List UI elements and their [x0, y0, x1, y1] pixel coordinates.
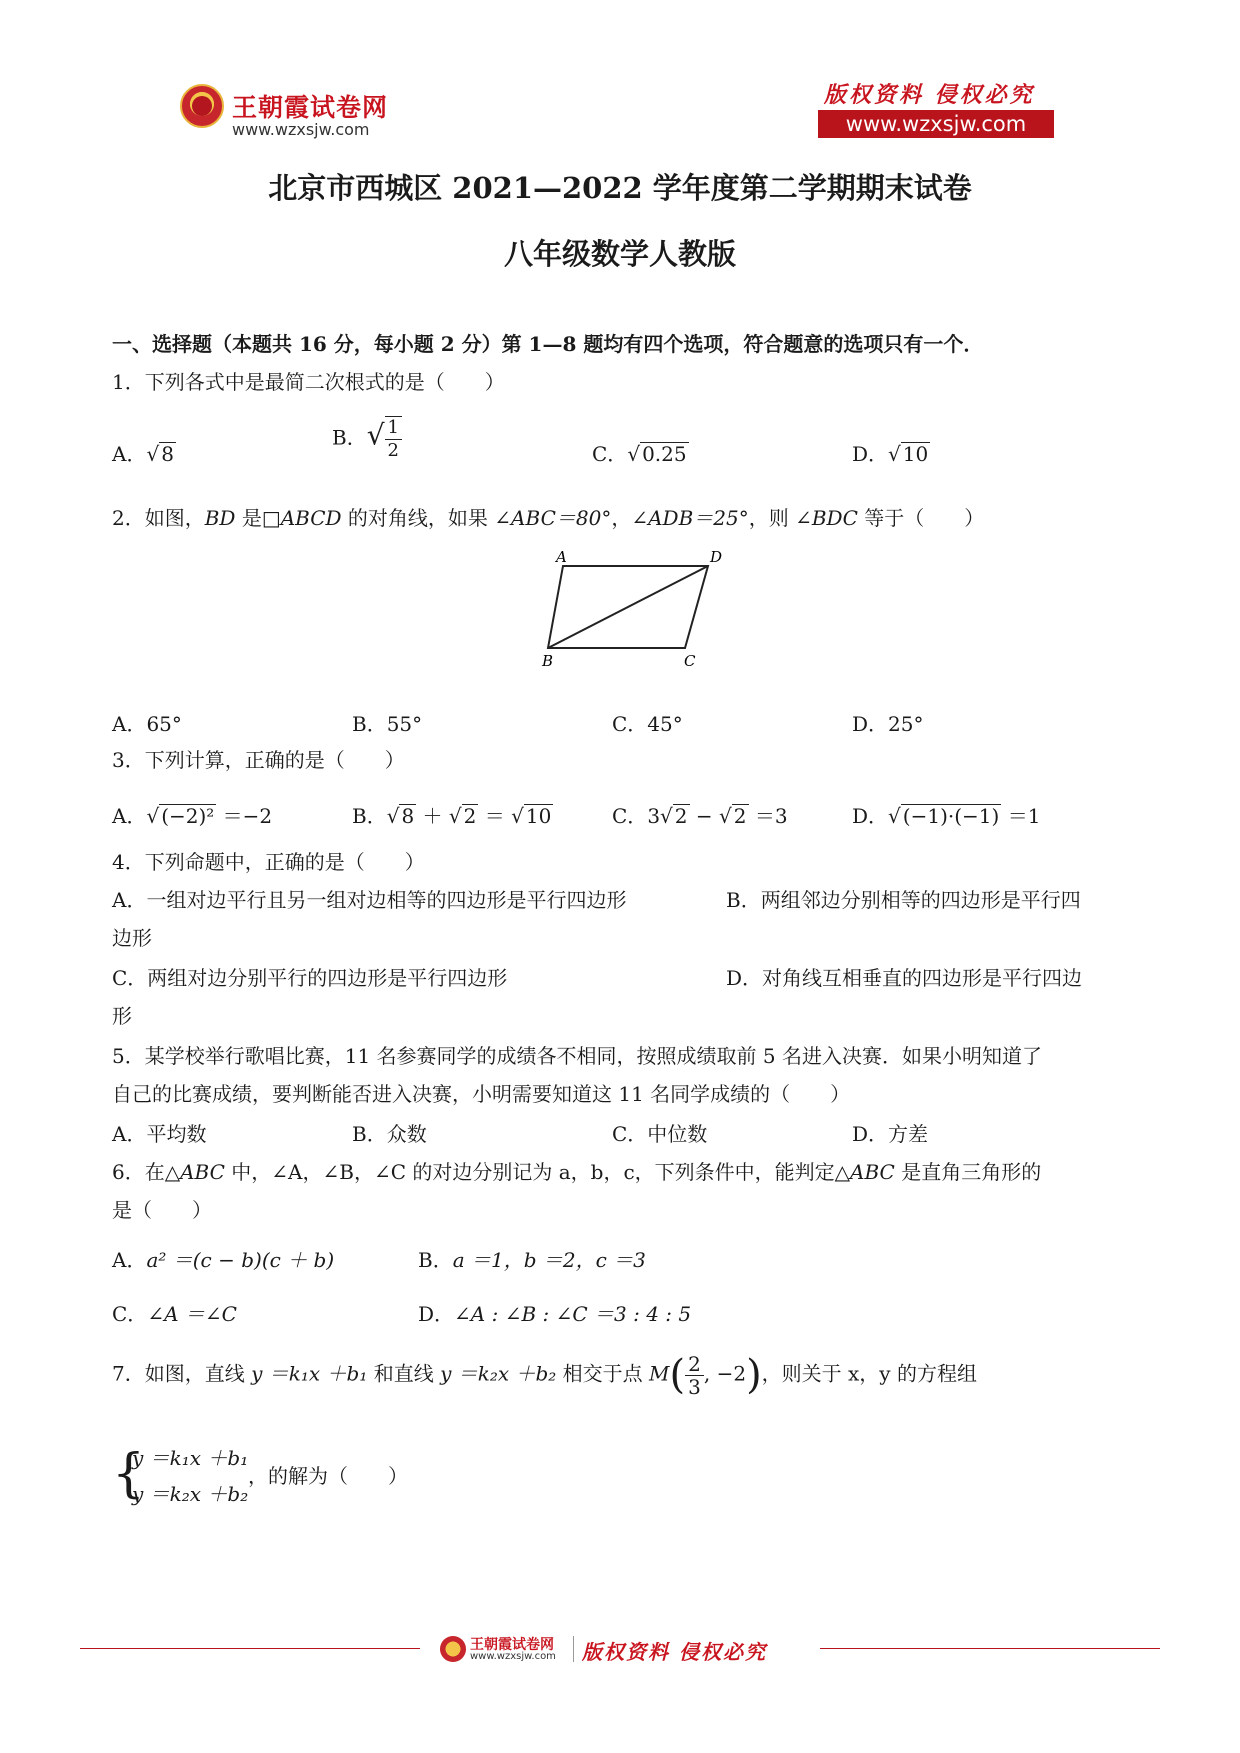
- question-2-stem: 2．如图，BD 是□ABCD 的对角线，如果 ∠ABC＝80°，∠ADB＝25°，则 ∠BDC 等于（ ）: [112, 506, 985, 530]
- question-5-stem-line1: 5．某学校举行歌唱比赛，11 名参赛同学的成绩各不相同，按照成绩取前 5 名进入决赛．如果小明知道了: [112, 1044, 1042, 1068]
- copyright-url: www.wzxsjw.com: [818, 110, 1054, 138]
- vertex-label-a: A: [556, 548, 567, 566]
- q2-option-a: A．65°: [112, 712, 182, 736]
- page-title: 北京市西城区 2021—2022 学年度第二学期期末试卷: [268, 171, 972, 205]
- vertex-label-c: C: [684, 652, 696, 668]
- seal-icon: [180, 84, 224, 128]
- question-3-stem: 3．下列计算，正确的是（ ）: [112, 748, 405, 772]
- footer-brand-name: 王朝霞试卷网: [470, 1637, 554, 1653]
- q6-option-d: D．∠A : ∠B : ∠C ＝3 : 4 : 5: [418, 1302, 692, 1326]
- brand-url: www.wzxsjw.com: [232, 120, 370, 139]
- footer-brand: [440, 1634, 820, 1664]
- parallelogram-figure: [530, 548, 730, 668]
- q5-option-d: D．方差: [852, 1122, 929, 1146]
- q1-option-a: A．√ 8: [112, 442, 174, 466]
- footer-rule-right: [820, 1648, 1160, 1649]
- footer-brand-url: www.wzxsjw.com: [470, 1651, 556, 1662]
- footer-copyright: 版权资料 侵权必究: [582, 1640, 767, 1664]
- question-4-stem: 4．下列命题中，正确的是（ ）: [112, 850, 425, 874]
- q7-system-eq1: y ＝k₁x ＋b₁: [132, 1446, 249, 1470]
- q3-option-a: A．√ (−2)² ＝−2: [112, 804, 273, 828]
- footer-seal-icon: [440, 1636, 466, 1662]
- q2-option-b: B．55°: [352, 712, 423, 736]
- page-subtitle: 八年级数学人教版: [503, 237, 736, 271]
- brand-name: 王朝霞试卷网: [232, 93, 389, 122]
- q4-option-b: B．两组邻边分别相等的四边形是平行四: [726, 888, 1081, 912]
- q3-option-b: B．√ 8 ＋ √ 2 ＝ √ 10: [352, 804, 552, 828]
- q6-option-c: C．∠A ＝∠C: [112, 1302, 237, 1326]
- q6-option-a: A．a² ＝(c − b)(c ＋ b): [112, 1248, 335, 1272]
- question-7-stem: 7．如图，直线 y ＝k₁x ＋b₁ 和直线 y ＝k₂x ＋b₂ 相交于点 M( $\frac{2}{3}$ , −2)，则关于 x，y 的方程组: [112, 1351, 977, 1399]
- q4-option-c: C．两组对边分别平行的四边形是平行四边形: [112, 966, 508, 990]
- q3-option-d: D．√ (−1)·(−1) ＝1: [852, 804, 1041, 828]
- question-1-stem: 1．下列各式中是最简二次根式的是（ ）: [112, 370, 505, 394]
- q7-system-tail: ，的解为（ ）: [248, 1464, 408, 1488]
- q5-option-c: C．中位数: [612, 1122, 708, 1146]
- q1-option-b: B．√ $\frac{1}{2}$: [332, 416, 402, 462]
- q4-option-a: A．一组对边平行且另一组对边相等的四边形是平行四边形: [112, 888, 627, 912]
- vertex-label-d: D: [710, 548, 723, 566]
- q1-option-d: D．√ 10: [852, 442, 929, 466]
- q7-system-eq2: y ＝k₂x ＋b₂: [132, 1482, 249, 1506]
- q5-option-b: B．众数: [352, 1122, 427, 1146]
- question-6-stem-line1: 6．在△ABC 中，∠A，∠B，∠C 的对边分别记为 a，b，c，下列条件中，能判定△ABC 是直角三角形的: [112, 1160, 1042, 1184]
- section-heading: 一、选择题（本题共 16 分，每小题 2 分）第 1—8 题均有四个选项，符合题意的选项只有一个．: [112, 332, 984, 356]
- vertex-label-b: B: [542, 652, 554, 668]
- question-6-stem-line2: 是（ ）: [112, 1198, 212, 1222]
- copyright-notice: 版权资料 侵权必究: [824, 82, 1035, 108]
- footer-rule-left: [80, 1648, 420, 1649]
- q4-option-d-cont: 形: [112, 1004, 132, 1028]
- question-5-stem-line2: 自己的比赛成绩，要判断能否进入决赛，小明需要知道这 11 名同学成绩的（ ）: [112, 1082, 851, 1106]
- q4-option-d: D．对角线互相垂直的四边形是平行四边: [726, 966, 1083, 990]
- q5-option-a: A．平均数: [112, 1122, 207, 1146]
- q6-option-b: B．a ＝1，b ＝2，c ＝3: [418, 1248, 646, 1272]
- footer-divider: [573, 1636, 574, 1662]
- q1-option-c: C．√ 0.25: [592, 442, 687, 466]
- diagonal-bd: [548, 566, 708, 648]
- q3-option-c: C．3√ 2 − √ 2 ＝3: [612, 804, 788, 828]
- q2-option-d: D．25°: [852, 712, 924, 736]
- q4-option-b-cont: 边形: [112, 926, 152, 950]
- q2-option-c: C．45°: [612, 712, 683, 736]
